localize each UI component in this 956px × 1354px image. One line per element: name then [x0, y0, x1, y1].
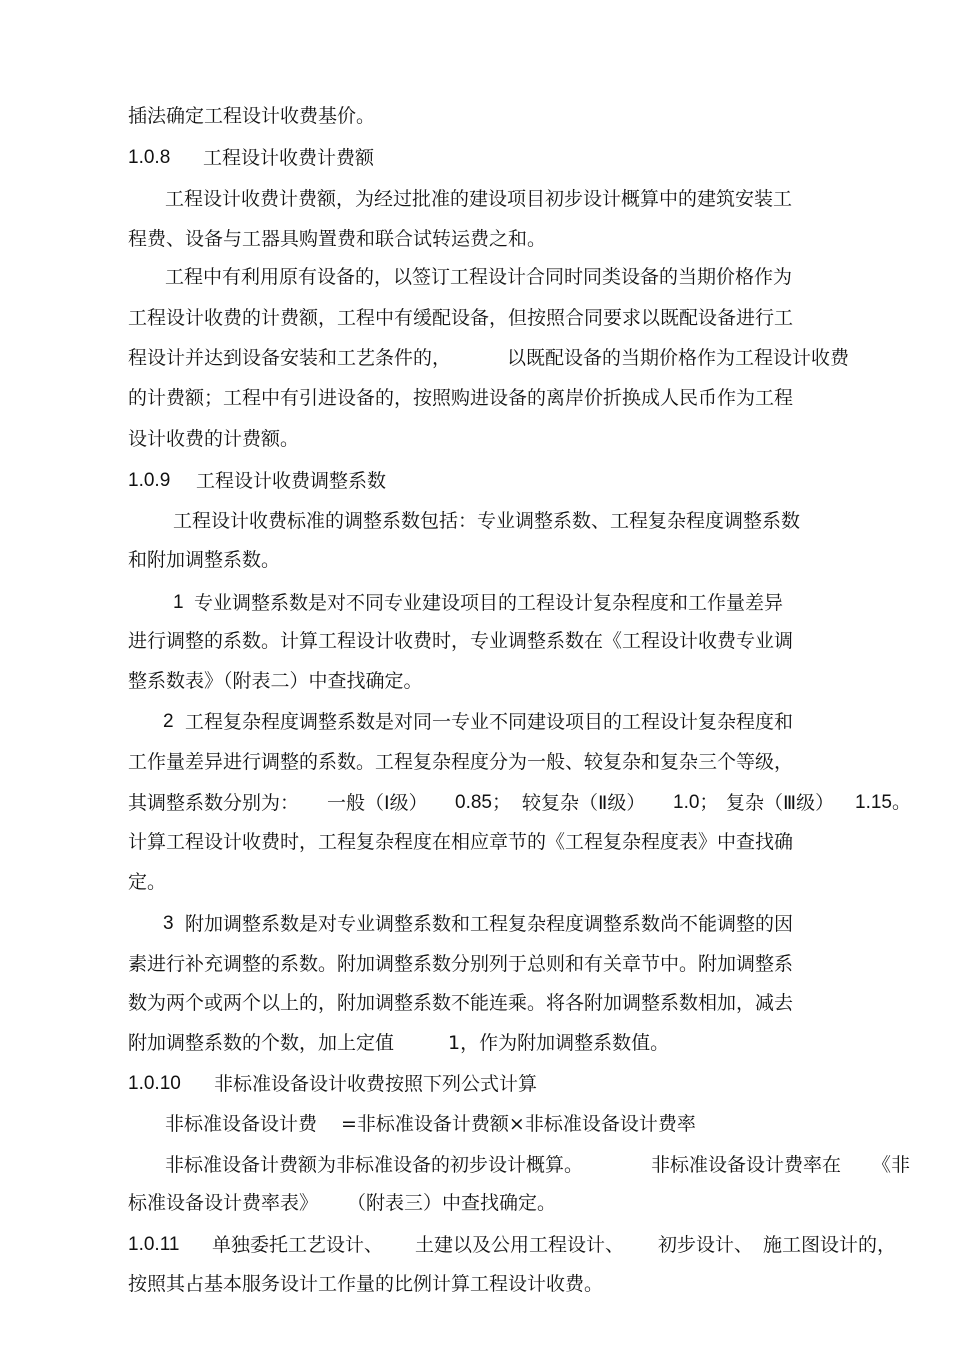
item-number: 3 — [163, 913, 174, 934]
text-line: 其调整系数分别为： — [128, 792, 300, 814]
section-number: 1.0.8 — [128, 147, 171, 168]
text-line: 程费、设备与工器具购置费和联合试转运费之和。 — [128, 228, 547, 250]
text-line: 工作量差异进行调整的系数。工程复杂程度分为一般、较复杂和复杂三个等级， — [128, 751, 794, 773]
text-line: 附加调整系数是对专业调整系数和工程复杂程度调整系数尚不能调整的因 — [185, 913, 794, 935]
text-line: 《非 — [872, 1154, 911, 1176]
formula-lhs: 非标准设备设计费 — [165, 1113, 318, 1135]
text-line: 整系数表》（附表二）中查找确定。 — [128, 670, 423, 692]
text-line: 非标准设备计费额为非标准设备的初步设计概算。 — [165, 1154, 584, 1176]
text-line: 素进行补充调整的系数。附加调整系数分别列于总则和有关章节中。附加调整系 — [128, 953, 794, 975]
coefficient-value: 1.0； — [673, 792, 719, 813]
section-number: 1.0.10 — [128, 1073, 181, 1094]
text-line: 以既配设备的当期价格作为工程设计收费 — [507, 347, 850, 369]
text-line: 工程设计收费计费额，为经过批准的建设项目初步设计概算中的建筑安装工 — [165, 188, 793, 210]
text-line: 定。 — [128, 871, 167, 893]
section-number: 1.0.11 — [128, 1234, 180, 1255]
text-line: 复杂（Ⅲ级） — [726, 792, 835, 814]
text-line: 施工图设计的， — [763, 1234, 897, 1256]
text-line: 1，作为附加调整系数值。 — [448, 1032, 670, 1054]
text-line: 数为两个或两个以上的，附加调整系数不能连乘。将各附加调整系数相加，减去 — [128, 992, 794, 1014]
text-line: 土建以及公用工程设计、 — [415, 1234, 625, 1256]
text-line: 和附加调整系数。 — [128, 549, 281, 571]
text-line: 计算工程设计收费时，工程复杂程度在相应章节的《工程复杂程度表》中查找确 — [128, 831, 794, 853]
text-line: 工程设计收费的计费额，工程中有缓配设备，但按照合同要求以既配设备进行工 — [128, 307, 794, 329]
text-line: 初步设计、 — [658, 1234, 754, 1256]
text-line: 较复杂（Ⅱ级） — [522, 792, 646, 814]
section-heading: 工程设计收费调整系数 — [196, 470, 387, 492]
text-line: （附表三）中查找确定。 — [347, 1192, 557, 1214]
section-number: 1.0.9 — [128, 470, 171, 491]
item-number: 1 — [173, 592, 184, 613]
coefficient-value: 1.15。 — [855, 792, 911, 813]
text-line: 程设计并达到设备安装和工艺条件的， — [128, 347, 452, 369]
formula-rhs: =非标准设备计费额×非标准设备设计费率 — [341, 1113, 696, 1135]
text-line: 专业调整系数是对不同专业建设项目的工程设计复杂程度和工作量差异 — [194, 592, 784, 614]
text-line: 工程设计收费标准的调整系数包括：专业调整系数、工程复杂程度调整系数 — [173, 510, 801, 532]
section-heading: 工程设计收费计费额 — [203, 147, 375, 169]
text-line: 非标准设备设计费率在 — [651, 1154, 842, 1176]
text-line: 按照其占基本服务设计工作量的比例计算工程设计收费。 — [128, 1273, 604, 1295]
text-line: 标准设备设计费率表》 — [128, 1192, 319, 1214]
text-line: 单独委托工艺设计、 — [212, 1234, 384, 1256]
text-line: 插法确定工程设计收费基价。 — [128, 105, 376, 127]
coefficient-value: 0.85； — [455, 792, 511, 813]
text-line: 的计费额；工程中有引进设备的，按照购进设备的离岸价折换成人民币作为工程 — [128, 387, 794, 409]
text-line: 一般（Ⅰ级） — [327, 792, 428, 814]
text-line: 附加调整系数的个数，加上定值 — [128, 1032, 395, 1054]
item-number: 2 — [163, 711, 174, 732]
text-line: 工程复杂程度调整系数是对同一专业不同建设项目的工程设计复杂程度和 — [185, 711, 794, 733]
section-heading: 非标准设备设计收费按照下列公式计算 — [214, 1073, 538, 1095]
text-line: 设计收费的计费额。 — [128, 428, 300, 450]
text-line: 工程中有利用原有设备的，以签订工程设计合同时同类设备的当期价格作为 — [165, 266, 793, 288]
text-line: 进行调整的系数。计算工程设计收费时，专业调整系数在《工程设计收费专业调 — [128, 630, 794, 652]
